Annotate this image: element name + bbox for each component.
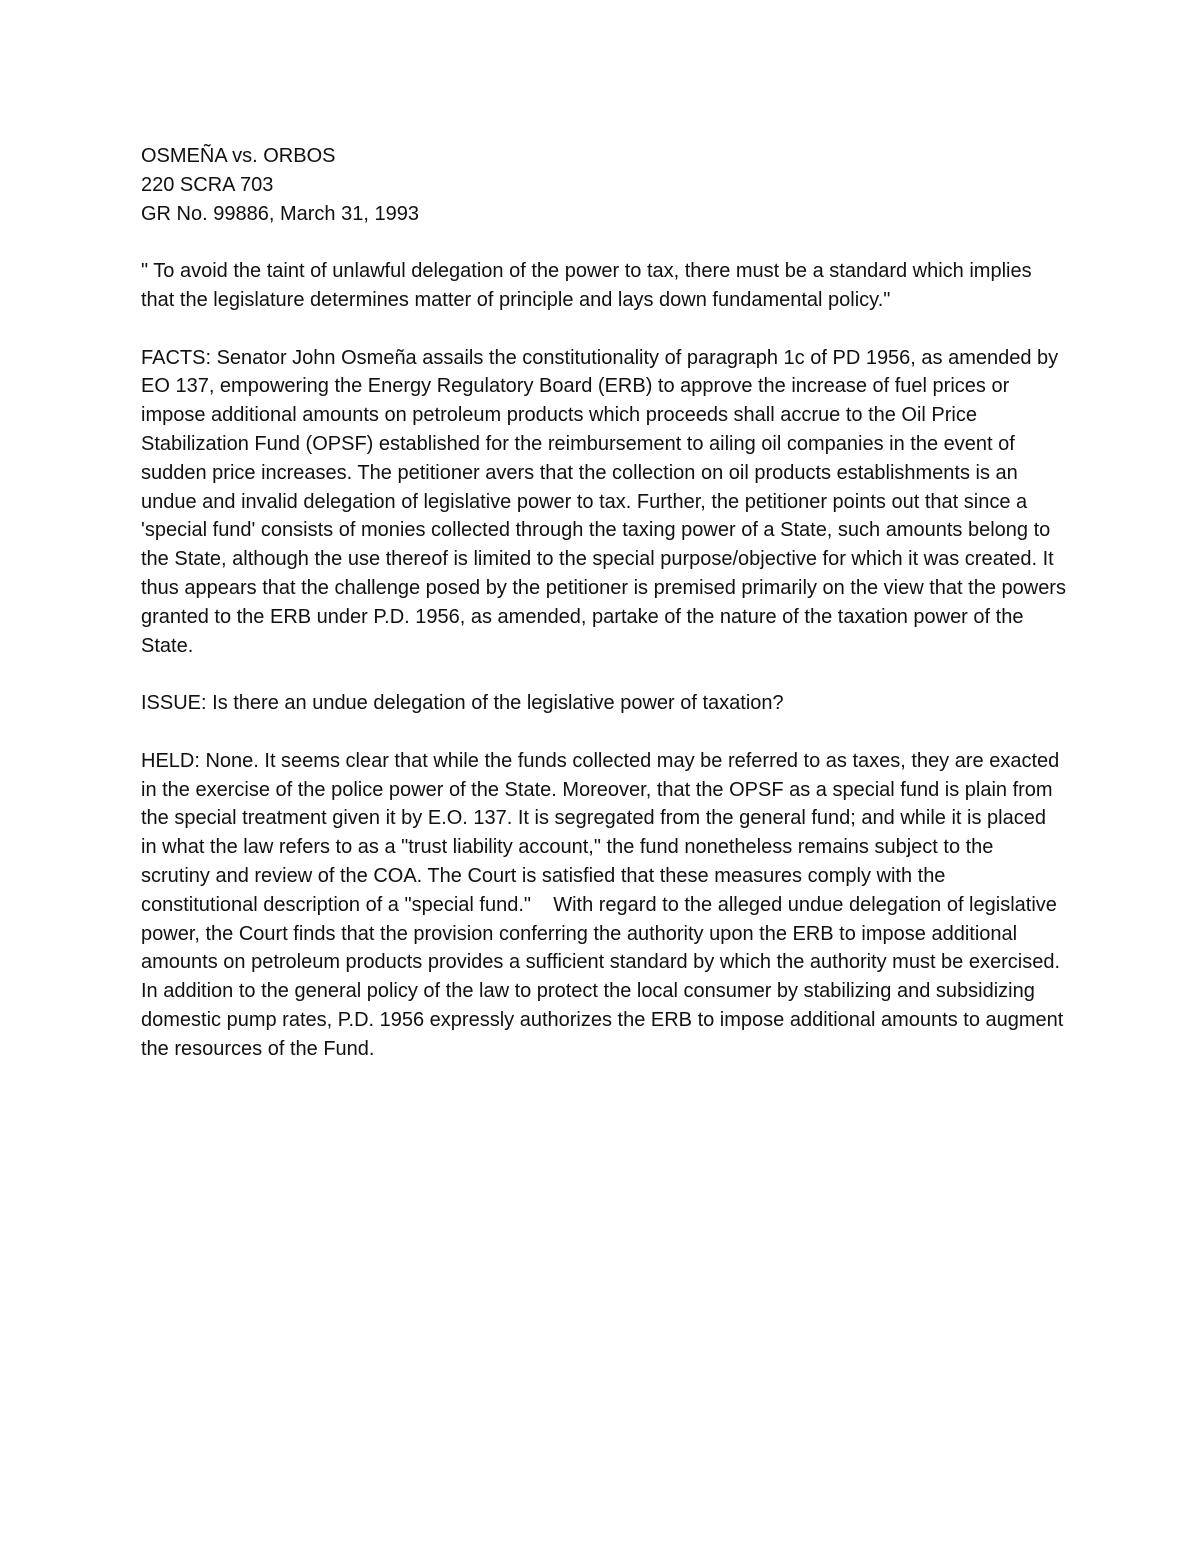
issue-paragraph: ISSUE: Is there an undue delegation of the legislative power of taxation? <box>141 692 784 715</box>
spacer <box>141 660 1066 689</box>
spacer <box>141 228 1066 257</box>
doctrine-quote: " To avoid the taint of unlawful delegation of the power to tax, there must be a standard which implies that the legislature determines matter of principle and lays down fundamental policy." <box>141 260 1032 311</box>
spacer <box>141 315 1066 344</box>
gr-number: GR No. 99886, March 31, 1993 <box>141 202 419 225</box>
facts-paragraph: FACTS: Senator John Osmeña assails the constitutionality of paragraph 1c of PD 1956, as amended by EO 137, empowering the Energy Regulatory Board (ERB) to approve the increase of fuel prices or impose additional amounts on petroleum products which proceeds shall accrue to the Oil Price Stabilization Fund (OPSF) established for the reimbursement to ailing oil companies in the event of sudden price increases. The petitioner avers that the collection on oil products establishments is an undue and invalid delegation of legislative power to tax. Further, the petitioner points out that since a 'special fund' consists of monies collected through the taxing power of a State, such amounts belong to the State, although the use thereof is limited to the special purpose/objective for which it was created. It thus appears that the challenge posed by the petitioner is premised primarily on the view that the powers granted to the ERB under P.D. 1956, as amended, partake of the nature of the taxation power of the State. <box>141 346 1066 657</box>
case-citation: 220 SCRA 703 <box>141 173 274 196</box>
case-title: OSMEÑA vs. ORBOS <box>141 145 336 167</box>
document-body <box>141 142 1069 1064</box>
spacer <box>141 718 1066 747</box>
held-paragraph: HELD: None. It seems clear that while the funds collected may be referred to as taxes, they are exacted in the exercise of the police power of the State. Moreover, that the OPSF as a special fund is plain from the special treatment given it by E.O. 137. It is segregated from the general fund; and while it is placed in what the law refers to as a "trust liability account," the fund nonetheless remains subject to the scrutiny and review of the COA. The Court is satisfied that these measures comply with the constitutional description of a "special fund." With regard to the alleged undue delegation of legislative power, the Court finds that the provision conferring the authority upon the ERB to impose additional amounts on petroleum products provides a sufficient standard by which the authority must be exercised. In addition to the general policy of the law to protect the local consumer by stabilizing and subsidizing domestic pump rates, P.D. 1956 expressly authorizes the ERB to impose additional amounts to augment the resources of the Fund. <box>141 749 1069 1060</box>
